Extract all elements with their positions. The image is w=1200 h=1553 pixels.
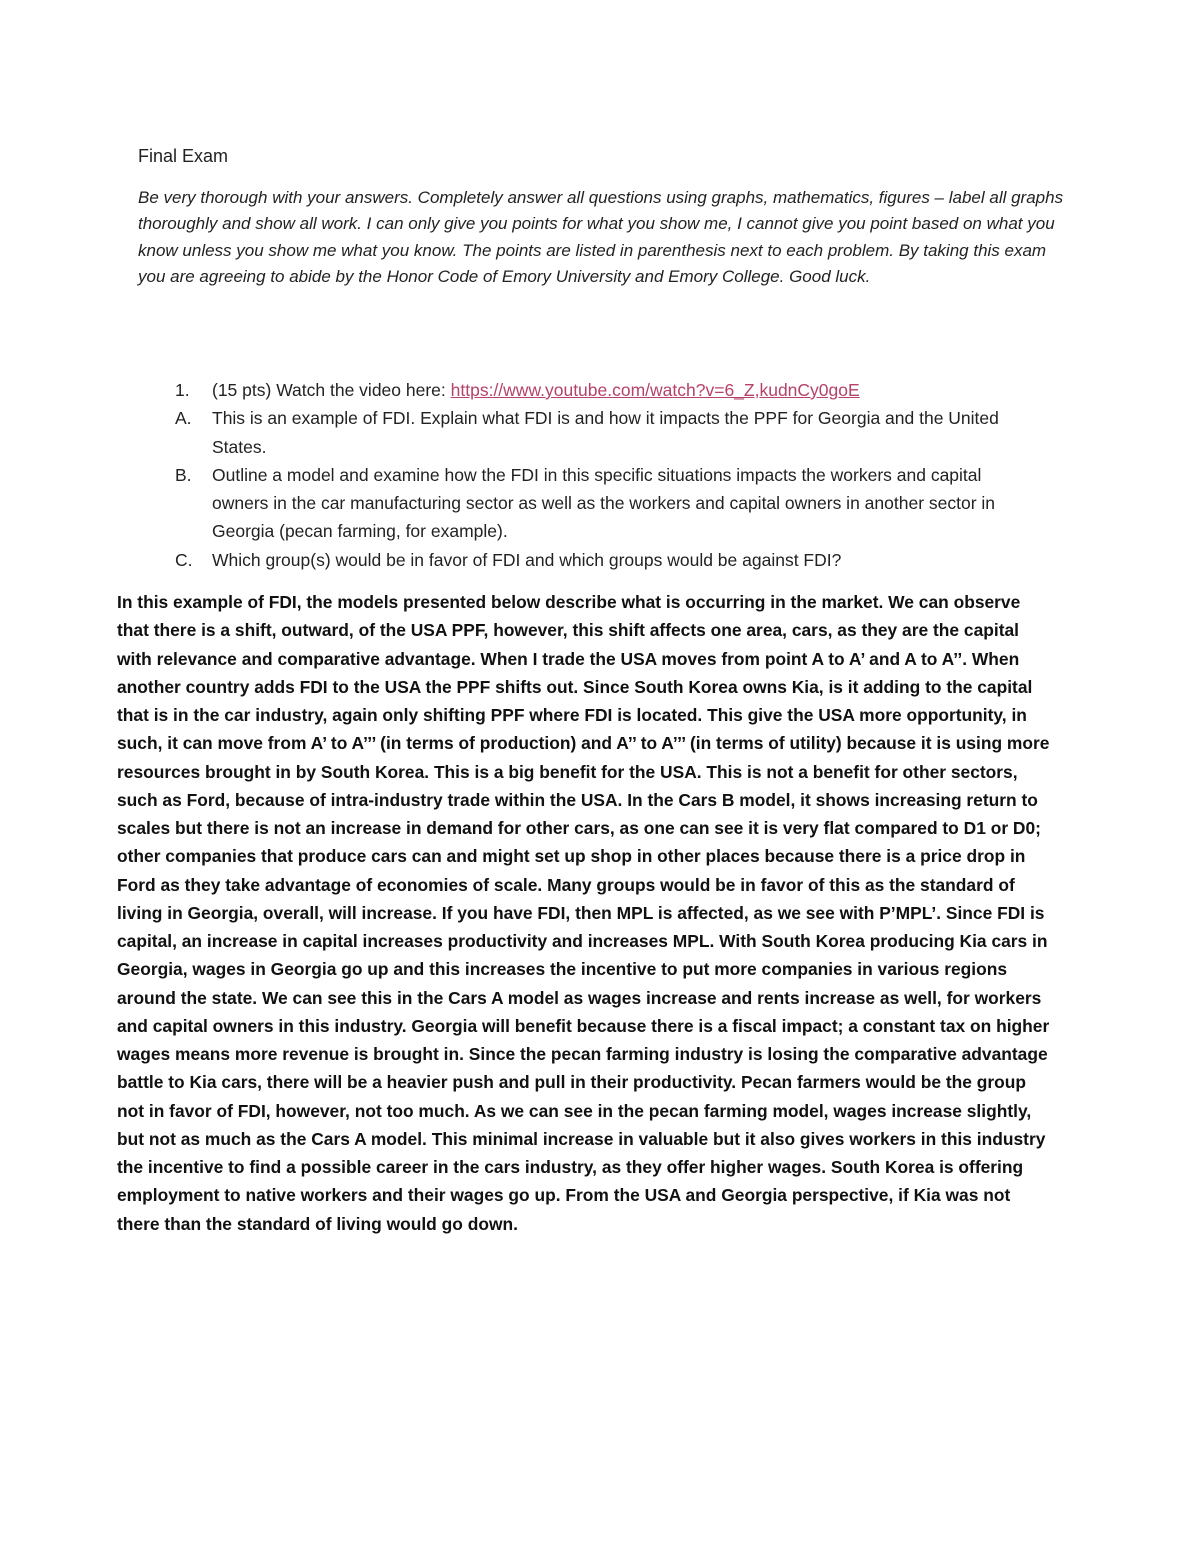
sub-question-c-text: Which group(s) would be in favor of FDI and which groups would be against FDI? xyxy=(212,549,842,570)
answer-paragraph: In this example of FDI, the models presented below describe what is occurring in the market. We can observe that there is a shift, outward, of the USA PPF, however, this shift affects one area, cars, as they are the capital with relevance and comparative advantage. When I trade the USA moves from point A to A’ and A to A’’. When another country adds FDI to the USA the PPF shifts out. Since South Korea owns Kia, is it adding to the capital that is in the car industry, again only shifting PPF where FDI is located. This give the USA more opportunity, in such, it can move from A’ to A’’’ (in terms of production) and A’’ to A’’’ (in terms of utility) because it is using more resources brought in by South Korea. This is a big benefit for the USA. This is not a benefit for other sectors, such as Ford, because of intra-industry trade within the USA. In the Cars B model, it shows increasing return to scales but there is not an increase in demand for other cars, as one can see it is very flat compared to D1 or D0; other companies that produce cars can and might set up shop in other places because there is a price drop in Ford as they take advantage of economies of scale. Many groups would be in favor of this as the standard of living in Georgia, overall, will increase. If you have FDI, then MPL is affected, as we see with P’MPL’. Since FDI is capital, an increase in capital increases productivity and increases MPL. With South Korea producing Kia cars in Georgia, wages in Georgia go up and this increases the incentive to put more companies in various regions around the state. We can see this in the Cars A model as wages increase and rents increase as well, for workers and capital owners in this industry. Georgia will benefit because there is a fiscal impact; a constant tax on higher wages means more revenue is brought in. Since the pecan farming industry is losing the comparative advantage battle to Kia cars, there will be a heavier push and pull in their productivity. Pecan farmers would be the group not in favor of FDI, however, not too much. As we can see in the pecan farming model, wages increase slightly, but not as much as the Cars A model. This minimal increase in valuable but it also gives workers in this industry the incentive to find a possible career in the cars industry, as they offer higher wages. South Korea is offering employment to native workers and their wages go up. From the USA and Georgia perspective, if Kia was not there than the standard of living would go down. xyxy=(117,592,1050,1234)
sub-question-b-text: Outline a model and examine how the FDI in this specific situations impacts the workers and capital owners in the car manufacturing sector as well as the workers and capital owners in another sector in Georgia (pecan farming, for example). xyxy=(212,464,996,542)
sub-question-a-text: This is an example of FDI. Explain what FDI is and how it impacts the PPF for Georgia and the United States. xyxy=(212,408,999,457)
sub-question-c-marker: C. xyxy=(175,549,193,570)
sub-question-a-marker: A. xyxy=(175,408,192,429)
sub-question-b xyxy=(138,461,1038,546)
sub-question-b-marker: B. xyxy=(175,464,192,485)
question-1-text: (15 pts) Watch the video here: xyxy=(212,380,451,400)
video-link[interactable]: https://www.youtube.com/watch?v=6_Z,kudnCy0goE xyxy=(450,380,860,400)
question-1-marker: 1. xyxy=(175,380,190,400)
sub-question-c xyxy=(138,546,1038,574)
sub-question-a xyxy=(138,404,1038,461)
page-title: Final Exam xyxy=(138,146,229,166)
question-list xyxy=(138,376,1038,574)
exam-instructions: Be very thorough with your answers. Completely answer all questions using graphs, mathematics, figures – label all graphs thoroughly and show all work. I can only give you points for what you show me, I cannot give you point based on what you know unless you show me what you know. The points are listed in parenthesis next to each problem. By taking this exam you are agreeing to abide by the Honor Code of Emory University and Emory College. Good luck. xyxy=(138,188,1064,286)
question-1 xyxy=(138,376,1038,404)
